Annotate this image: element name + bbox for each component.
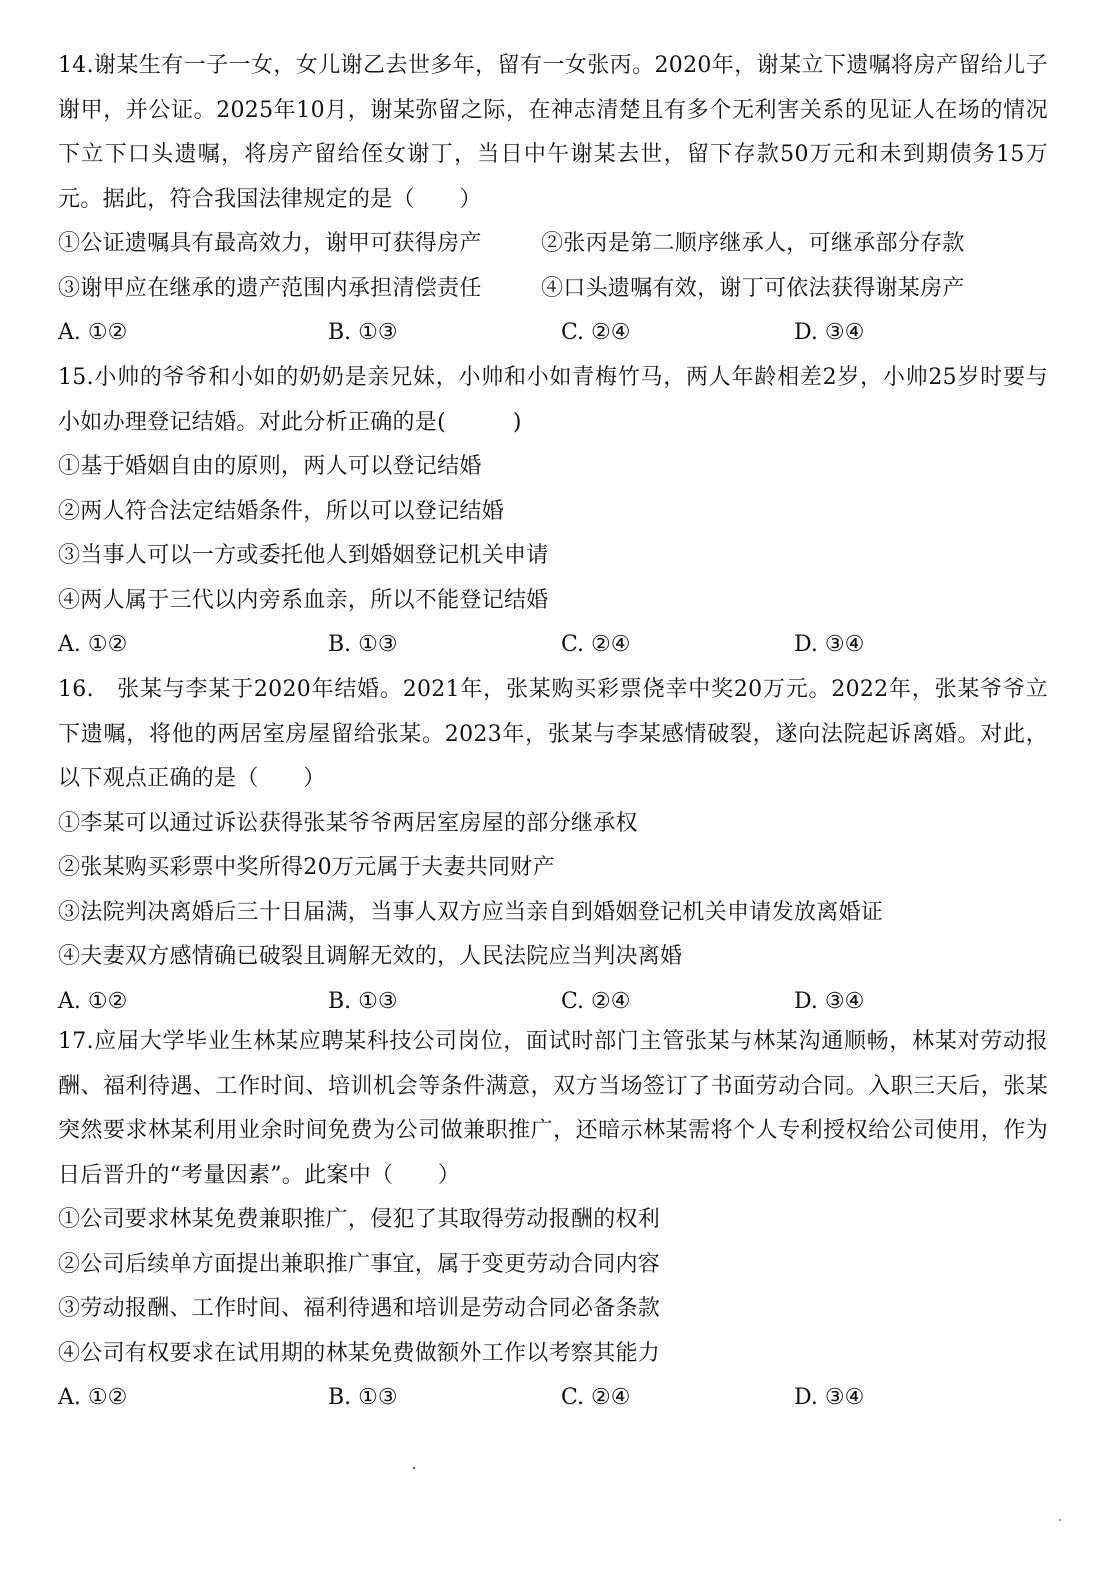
scan-speck <box>413 1467 415 1469</box>
option-a[interactable]: A. ①② <box>58 1385 128 1410</box>
option-b[interactable]: B. ①③ <box>328 632 398 657</box>
question-16 <box>58 668 1048 1024</box>
option-c[interactable]: C. ②④ <box>561 988 631 1014</box>
statement: ①公司要求林某免费兼职推广，侵犯了其取得劳动报酬的权利 <box>58 1207 661 1232</box>
option-b[interactable]: B. ①③ <box>328 988 398 1014</box>
option-d[interactable]: D. ③④ <box>794 1385 865 1410</box>
statement: ④夫妻双方感情确已破裂且调解无效的，人民法院应当判决离婚 <box>58 944 683 969</box>
statement: ④两人属于三代以内旁系血亲，所以不能登记结婚 <box>58 587 549 613</box>
statement: ②公司后续单方面提出兼职推广事宜，属于变更劳动合同内容 <box>58 1251 661 1277</box>
statement: ②张丙是第二顺序继承人，可继承部分存款 <box>541 231 965 256</box>
statement: ③劳动报酬、工作时间、福利待遇和培训是劳动合同必备条款 <box>58 1296 661 1321</box>
question-15 <box>58 356 1048 668</box>
statement: ②两人符合法定结婚条件，所以可以登记结婚 <box>58 498 505 524</box>
statement: ③谢甲应在继承的遗产范围内承担清偿责任 <box>58 275 482 301</box>
statement: ③当事人可以一方或委托他人到婚姻登记机关申请 <box>58 543 549 568</box>
statement-row <box>58 222 1048 267</box>
statement: ③法院判决离婚后三十日届满，当事人双方应当亲自到婚姻登记机关申请发放离婚证 <box>58 899 884 925</box>
question-stem: 14.谢某生有一子一女，女儿谢乙去世多年，留有一女张丙。2020年，谢某立下遗嘱将房产留给儿子谢甲，并公证。2025年10月，谢某弥留之际，在神志清楚且有多个无利害关系的见证人在场的情况下立下口头遗嘱，将房产留给侄女谢丁，当日中午谢某去世，留下存款50万元和未到期债务15万元。据此，符合我国法律规定的是（ ） <box>58 53 1048 212</box>
answer-options <box>58 623 1048 668</box>
answer-options <box>58 1376 1048 1421</box>
statement: ①李某可以通过诉讼获得张某爷爷两居室房屋的部分继承权 <box>58 810 638 836</box>
statement: ①公证遗嘱具有最高效力，谢甲可获得房产 <box>58 231 482 256</box>
option-d[interactable]: D. ③④ <box>794 988 865 1014</box>
question-17 <box>58 1020 1048 1421</box>
option-c[interactable]: C. ②④ <box>561 1385 631 1410</box>
answer-options <box>58 980 1048 1025</box>
question-stem: 16. 张某与李某于2020年结婚。2021年，张某购买彩票侥幸中奖20万元。2022年，张某爷爷立下遗嘱，将他的两居室房屋留给张某。2023年，张某与李某感情破裂，遂向法院起诉离婚。对此，以下观点正确的是（ ） <box>58 677 1048 791</box>
statement: ②张某购买彩票中奖所得20万元属于夫妻共同财产 <box>58 855 555 880</box>
scan-speck <box>1059 1519 1061 1521</box>
statement: ④口头遗嘱有效，谢丁可依法获得谢某房产 <box>541 275 965 301</box>
option-a[interactable]: A. ①② <box>58 320 128 345</box>
option-d[interactable]: D. ③④ <box>794 320 865 345</box>
option-d[interactable]: D. ③④ <box>794 632 865 657</box>
option-a[interactable]: A. ①② <box>58 988 128 1014</box>
question-stem: 17.应届大学毕业生林某应聘某科技公司岗位，面试时部门主管张某与林某沟通顺畅，林某对劳动报酬、福利待遇、工作时间、培训机会等条件满意，双方当场签订了书面劳动合同。入职三天后，张某突然要求林某利用业余时间免费为公司做兼职推广，还暗示林某需将个人专利授权给公司使用，作为日后晋升的“考量因素”。此案中（ ） <box>58 1029 1048 1188</box>
statement: ①基于婚姻自由的原则，两人可以登记结婚 <box>58 454 482 479</box>
option-b[interactable]: B. ①③ <box>328 1385 398 1410</box>
option-c[interactable]: C. ②④ <box>561 632 631 657</box>
statement-row <box>58 267 1048 312</box>
question-14 <box>58 44 1048 356</box>
option-c[interactable]: C. ②④ <box>561 320 631 345</box>
option-a[interactable]: A. ①② <box>58 632 128 657</box>
statement: ④公司有权要求在试用期的林某免费做额外工作以考察其能力 <box>58 1340 661 1366</box>
option-b[interactable]: B. ①③ <box>328 320 398 345</box>
question-stem: 15.小帅的爷爷和小如的奶奶是亲兄妹，小帅和小如青梅竹马，两人年龄相差2岁，小帅25岁时要与小如办理登记结婚。对此分析正确的是( ) <box>58 365 1048 435</box>
answer-options <box>58 311 1048 356</box>
